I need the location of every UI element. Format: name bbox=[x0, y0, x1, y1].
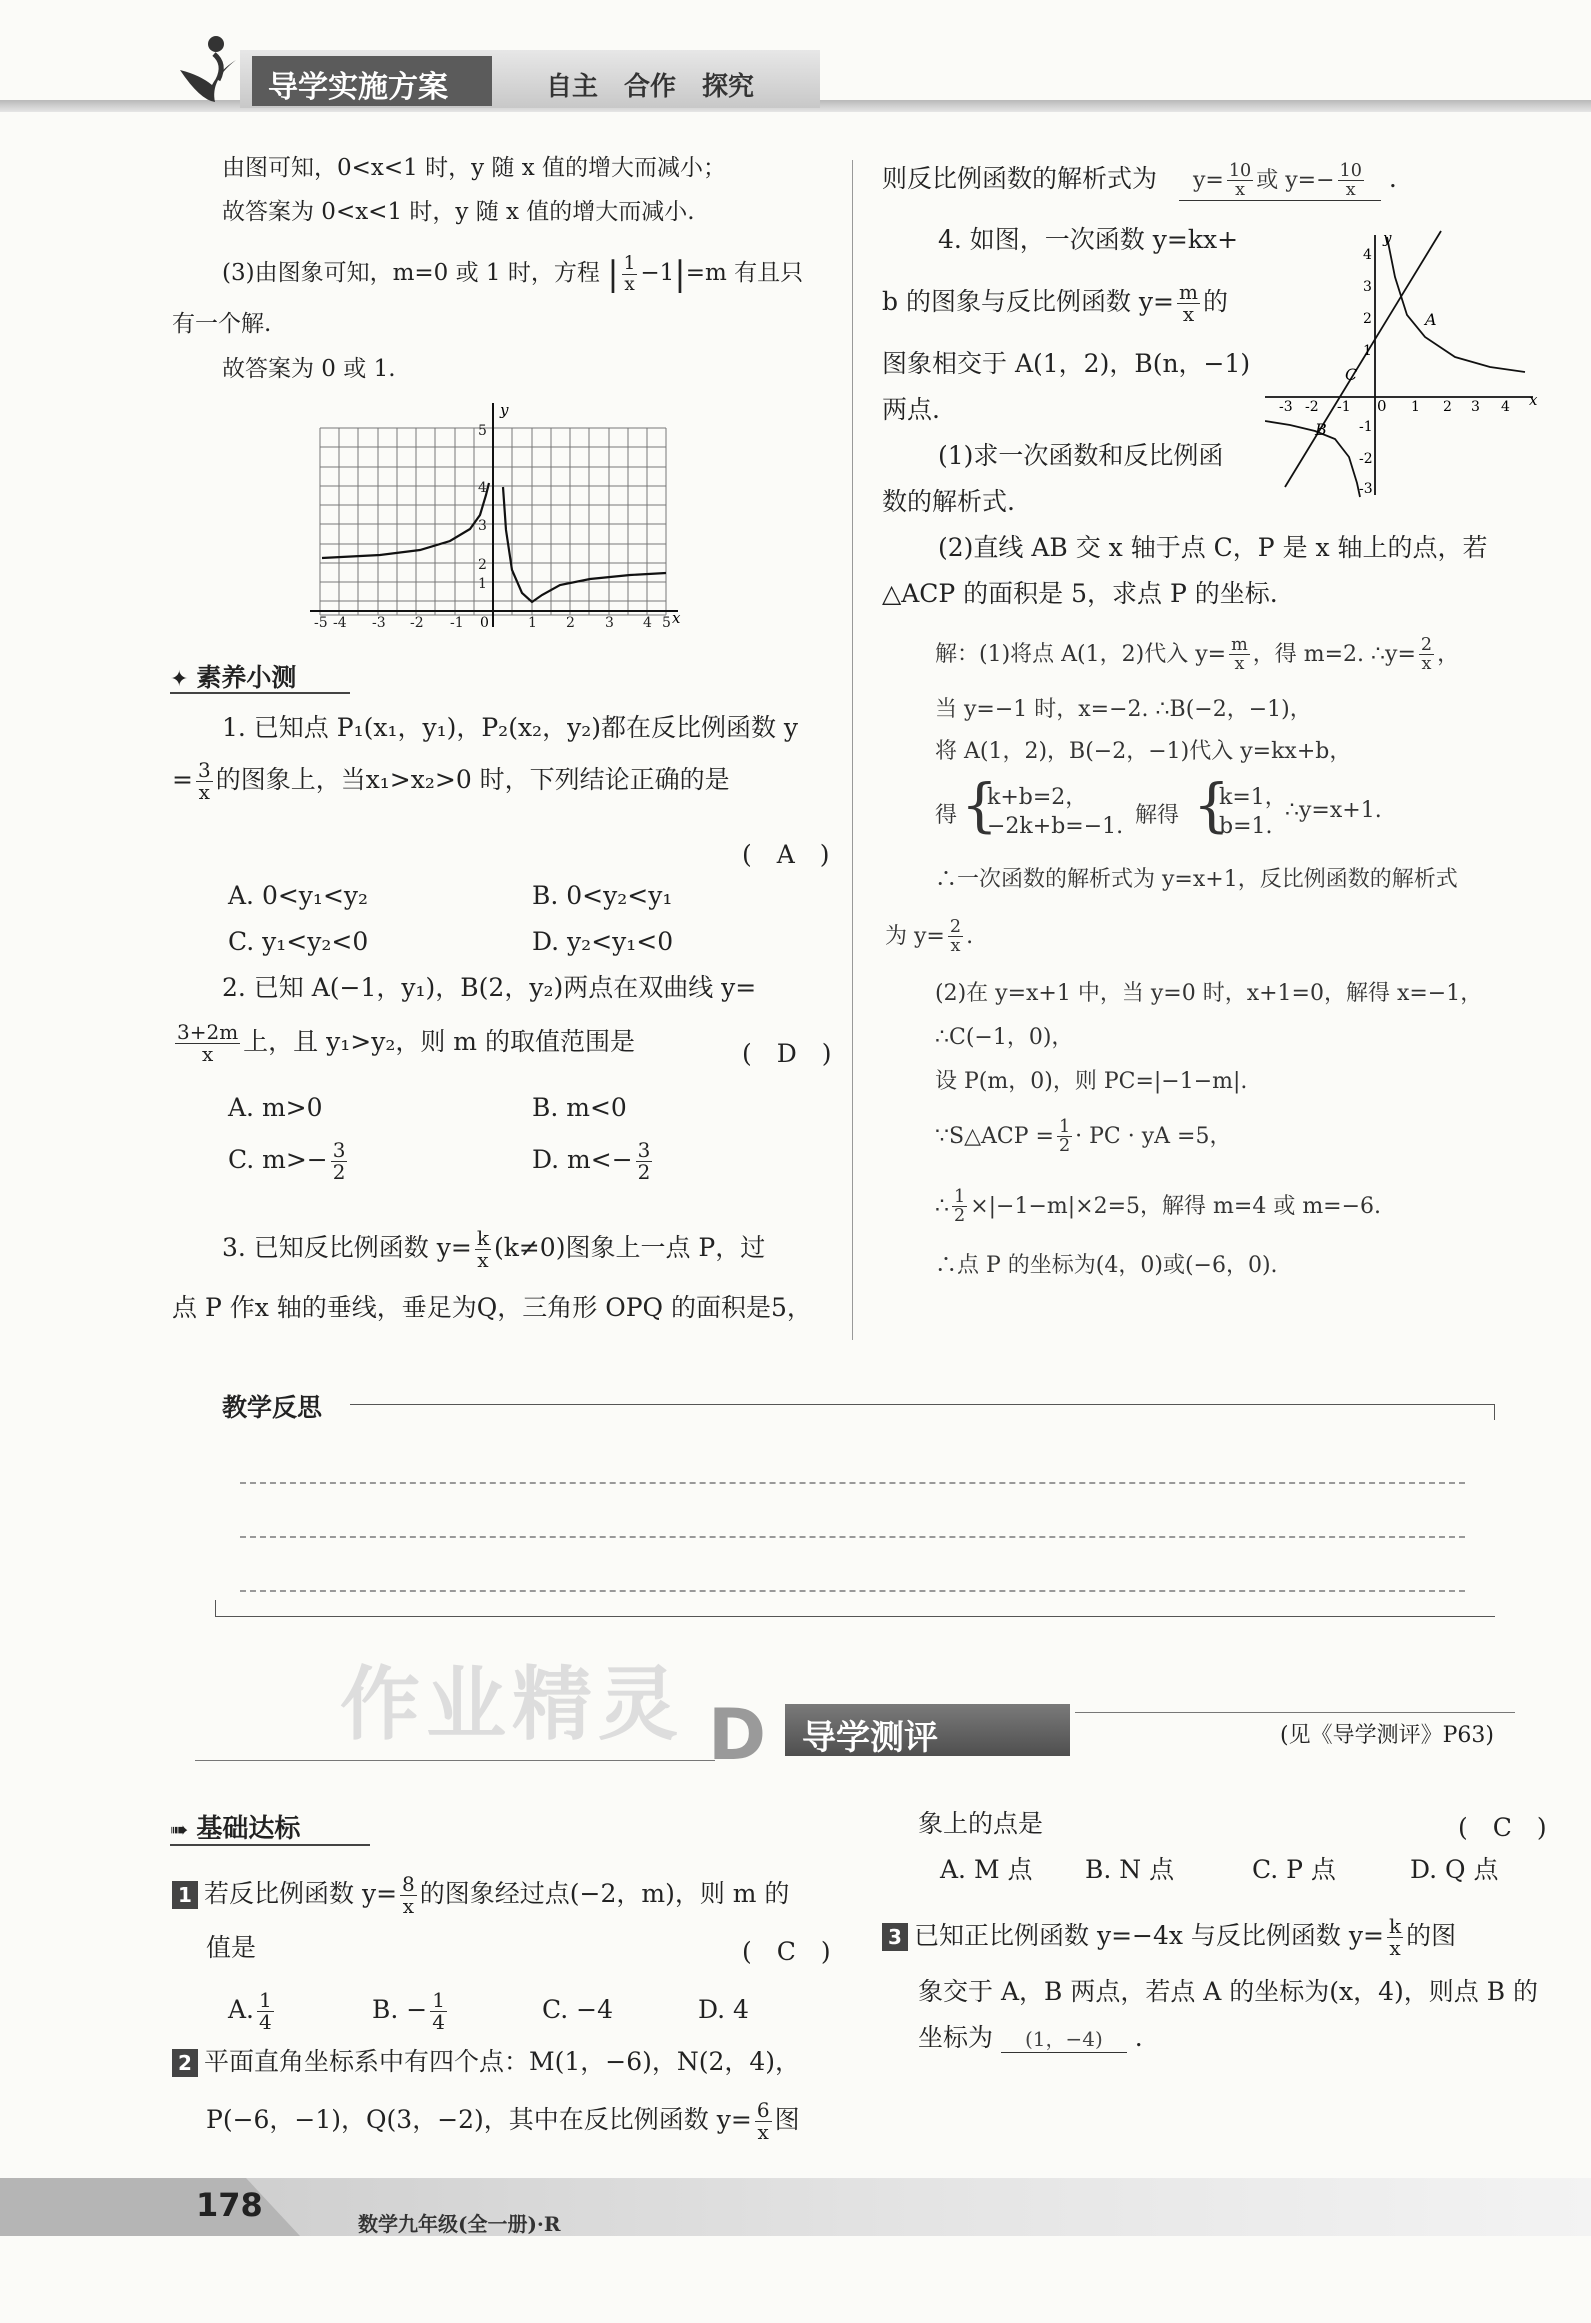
q4-part-2b: △ACP 的面积是 5，求点 P 的坐标. bbox=[882, 579, 1278, 608]
graph-2-xtick: 2 bbox=[1443, 399, 1452, 415]
b3-line-3: 坐标为 (1，−4) . bbox=[918, 2023, 1143, 2052]
q3-continuation: 则反比例函数的解析式为 y= $\frac{10}{x}$ 或 y=− $\frac{10}{x}$ . bbox=[882, 161, 1397, 201]
graph-1-xtick: 5 bbox=[662, 615, 671, 631]
q1-answer: ( A ) bbox=[742, 840, 830, 869]
q2-option-c: C. m>− $\frac{3}{2}$ bbox=[228, 1138, 346, 1184]
graph-2-ytick: 1 bbox=[1363, 343, 1372, 359]
test-banner-ref: (见《导学测评》P63) bbox=[1280, 1723, 1494, 1748]
graph-1-xtick: 1 bbox=[528, 615, 537, 631]
graph-1-xtick: -1 bbox=[450, 615, 464, 631]
b2-option-b: B. N 点 bbox=[1085, 1855, 1175, 1884]
test-banner-title: 导学测评 bbox=[802, 1718, 938, 1758]
b2-answer: ( C ) bbox=[1458, 1813, 1547, 1842]
star-icon: ✦ bbox=[170, 667, 189, 692]
q1-stem-a: 1. 已知点 P₁(x₁，y₁)，P₂(x₂，y₂)都在反比例函数 y bbox=[222, 713, 799, 742]
test-banner-watermark: 作业精灵 bbox=[340, 1657, 684, 1751]
graph-2-xtick: -3 bbox=[1279, 399, 1293, 415]
graph-2-ytick: -2 bbox=[1359, 451, 1373, 467]
q3-stem-b: 点 P 作x 轴的垂线，垂足为Q，三角形 OPQ 的面积是5， bbox=[172, 1293, 812, 1322]
graph-1-xlabel: x bbox=[672, 609, 681, 627]
q4-part-1b: 数的解析式. bbox=[882, 487, 1015, 516]
graph-2-hyperbola-left bbox=[1265, 421, 1360, 497]
reflection-left-tick bbox=[215, 1600, 216, 1616]
b1-answer: ( C ) bbox=[742, 1937, 831, 1966]
sol-line-7: (2)在 y=x+1 中，当 y=0 时，x+1=0，解得 x=−1， bbox=[935, 981, 1483, 1006]
graph-2-ytick: 3 bbox=[1363, 279, 1372, 295]
b2-option-a: A. M 点 bbox=[940, 1855, 1033, 1884]
q2-stem-b: $\frac{3+2m}{x}$ 上，且 y₁>y₂，则 m 的取值范围是 bbox=[177, 1020, 635, 1066]
sol-line-2: 当 y=−1 时，x=−2. ∴B(−2，−1)， bbox=[935, 697, 1312, 722]
graph-2-ytick: 4 bbox=[1363, 247, 1372, 263]
sol-line-12: ∴点 P 的坐标为(4，0)或(−6，0). bbox=[935, 1253, 1278, 1278]
header-title: 导学实施方案 bbox=[268, 70, 448, 105]
left-line-4: 有一个解. bbox=[172, 311, 272, 337]
reflection-line bbox=[240, 1482, 1465, 1484]
left-line-5: 故答案为 0 或 1. bbox=[222, 356, 396, 382]
left-line-1: 由图可知，0<x<1 时，y 随 x 值的增大而减小； bbox=[222, 155, 726, 181]
graph-2-xtick: -1 bbox=[1337, 399, 1351, 415]
q4-line-2: b 的图象与反比例函数 y= $\frac{m}{x}$ 的 bbox=[882, 280, 1228, 326]
header-tags: 自主 合作 探究 bbox=[546, 72, 755, 102]
test-banner-line-left bbox=[195, 1760, 715, 1761]
graph-2-line-ab bbox=[1285, 231, 1441, 487]
graph-2-point-c: C bbox=[1345, 365, 1358, 384]
graph-2-point-a: A bbox=[1425, 310, 1437, 329]
section-jichu: ➠ 基础达标 bbox=[170, 1808, 370, 1846]
sol-line-8: ∴C(−1，0)， bbox=[935, 1025, 1074, 1050]
column-divider bbox=[852, 160, 853, 1340]
graph-2-point-b: B bbox=[1315, 420, 1327, 439]
graph-2 bbox=[1265, 225, 1545, 505]
test-banner-letter: D bbox=[708, 1694, 767, 1776]
graph-1-xtick: 2 bbox=[566, 615, 575, 631]
b1-option-b: B. − $\frac{1}{4}$ bbox=[372, 1988, 445, 2034]
sol-system: 得 { k+b=2， −2k+b=−1. 解得 { k=1， b=1. ∴y=x+1. bbox=[935, 771, 1382, 839]
reflection-line bbox=[240, 1590, 1465, 1592]
section-suyang: ✦ 素养小测 bbox=[170, 658, 350, 694]
b1-option-d: D. 4 bbox=[698, 1995, 749, 2024]
footer-book: 数学九年级(全一册)·R bbox=[358, 2212, 561, 2236]
reflection-label: 教学反思 bbox=[222, 1393, 323, 1422]
graph-1-origin: 0 bbox=[480, 615, 489, 631]
sol-line-6: 为 y= $\frac{2}{x}$ . bbox=[885, 917, 974, 957]
logo-icon bbox=[170, 30, 250, 110]
graph-2-ytick: -3 bbox=[1359, 481, 1373, 497]
left-line-2: 故答案为 0<x<1 时，y 随 x 值的增大而减小. bbox=[222, 199, 695, 225]
q1-option-b: B. 0<y₂<y₁ bbox=[532, 881, 673, 910]
graph-2-xtick: 3 bbox=[1471, 399, 1480, 415]
q4-line-4: 两点. bbox=[882, 395, 940, 424]
arrow-icon: ➠ bbox=[170, 1818, 189, 1843]
q1-option-d: D. y₂<y₁<0 bbox=[532, 927, 674, 956]
b1-stem: 1 若反比例函数 y= $\frac{8}{x}$ 的图象经过点(−2，m)，则 m 的 bbox=[172, 1874, 789, 1917]
b2-line-3: 象上的点是 bbox=[918, 1809, 1044, 1838]
left-line-3: (3)由图象可知，m=0 或 1 时，方程 | $\frac{1}{x}$ −1|=m 有且只 bbox=[222, 253, 804, 295]
b1-option-a: A. $\frac{1}{4}$ bbox=[228, 1988, 272, 2034]
b3-line-2: 象交于 A，B 两点，若点 A 的坐标为(x，4)，则点 B 的 bbox=[918, 1977, 1539, 2006]
q1-option-a: A. 0<y₁<y₂ bbox=[228, 881, 369, 910]
b1-line-2: 值是 bbox=[206, 1933, 257, 1962]
q4-line-3: 图象相交于 A(1，2)，B(n，−1) bbox=[882, 349, 1251, 378]
sol-line-9: 设 P(m，0)，则 PC=|−1−m|. bbox=[935, 1069, 1248, 1094]
q2-option-d: D. m<− $\frac{3}{2}$ bbox=[532, 1138, 651, 1184]
q3-stem-a: 3. 已知反比例函数 y= $\frac{k}{x}$ (k≠0)图象上一点 P，过 bbox=[222, 1226, 766, 1272]
sol-line-5: ∴一次函数的解析式为 y=x+1，反比例函数的解析式 bbox=[935, 867, 1458, 892]
b2-option-c: C. P 点 bbox=[1252, 1855, 1336, 1884]
graph-2-hyperbola-right bbox=[1387, 237, 1525, 372]
graph-2-xtick: 4 bbox=[1501, 399, 1510, 415]
graph-2-ylabel: y bbox=[1383, 229, 1392, 247]
graph-2-xlabel: x bbox=[1529, 391, 1538, 409]
sol-line-10: ∵S△ACP = $\frac{1}{2}$ · PC · yA =5， bbox=[935, 1117, 1232, 1157]
b3-line-1: 3 已知正比例函数 y=−4x 与反比例函数 y= $\frac{k}{x}$ 的图 bbox=[882, 1916, 1456, 1959]
reflection-bottom-line bbox=[215, 1616, 1495, 1617]
graph-1-xtick: -3 bbox=[372, 615, 386, 631]
graph-1-ylabel: y bbox=[500, 401, 509, 419]
graph-1-ytick: 2 bbox=[478, 557, 487, 573]
q2-option-b: B. m<0 bbox=[532, 1093, 627, 1122]
graph-1-xtick: 4 bbox=[643, 615, 652, 631]
b1-option-c: C. −4 bbox=[542, 1995, 613, 2024]
graph-1-xtick: -5 bbox=[314, 615, 328, 631]
sol-line-11: ∴ $\frac{1}{2}$ ×|−1−m|×2=5，解得 m=4 或 m=−6. bbox=[935, 1187, 1382, 1227]
q1-stem-b: = $\frac{3}{x}$ 的图象上，当x₁>x₂>0 时，下列结论正确的是 bbox=[172, 758, 730, 804]
graph-1-xtick: -4 bbox=[333, 615, 347, 631]
graph-2-ytick: -1 bbox=[1359, 419, 1373, 435]
page-number: 178 bbox=[196, 2186, 263, 2224]
graph-2-origin: 0 bbox=[1377, 397, 1387, 415]
b2-option-d: D. Q 点 bbox=[1410, 1855, 1499, 1884]
sol-line-1: 解：(1)将点 A(1，2)代入 y= $\frac{m}{x}$ ，得 m=2. ∴y= $\frac{2}{x}$ ， bbox=[935, 635, 1460, 675]
q4-part-2a: (2)直线 AB 交 x 轴于点 C，P 是 x 轴上的点，若 bbox=[938, 533, 1488, 562]
graph-1-xtick: 3 bbox=[605, 615, 614, 631]
b2-line-2: P(−6，−1)，Q(3，−2)，其中在反比例函数 y= $\frac{6}{x}$ 图 bbox=[206, 2098, 800, 2144]
graph-1-ytick: 5 bbox=[478, 423, 487, 439]
graph-1-curve-left bbox=[322, 483, 489, 558]
test-banner-line-right bbox=[1075, 1712, 1515, 1713]
q2-stem-a: 2. 已知 A(−1，y₁)，B(2，y₂)两点在双曲线 y= bbox=[222, 973, 757, 1002]
graph-1-xtick: -2 bbox=[410, 615, 424, 631]
sol-line-3: 将 A(1，2)，B(−2，−1)代入 y=kx+b， bbox=[935, 739, 1352, 764]
q2-answer: ( D ) bbox=[742, 1039, 832, 1068]
graph-2-ytick: 2 bbox=[1363, 311, 1372, 327]
q2-option-a: A. m>0 bbox=[228, 1093, 323, 1122]
reflection-top-line bbox=[350, 1404, 1495, 1405]
graph-1-ytick: 3 bbox=[478, 518, 487, 534]
q1-option-c: C. y₁<y₂<0 bbox=[228, 927, 369, 956]
graph-1-ytick: 4 bbox=[478, 480, 487, 496]
q4-part-1a: (1)求一次函数和反比例函 bbox=[938, 441, 1224, 470]
graph-2-xtick: -2 bbox=[1305, 399, 1319, 415]
q4-line-1: 4. 如图，一次函数 y=kx+ bbox=[938, 225, 1239, 254]
graph-1-ytick: 1 bbox=[478, 576, 487, 592]
reflection-right-tick bbox=[1494, 1404, 1495, 1420]
graph-1 bbox=[300, 395, 700, 635]
b2-line-1: 2 平面直角坐标系中有四个点：M(1，−6)，N(2，4)， bbox=[172, 2046, 800, 2079]
b3-answer-blank: (1，−4) bbox=[1001, 2026, 1127, 2053]
reflection-line bbox=[240, 1536, 1465, 1538]
q3-answer-blank: y= $\frac{10}{x}$ 或 y=− $\frac{10}{x}$ bbox=[1179, 162, 1381, 201]
graph-2-xtick: 1 bbox=[1411, 399, 1420, 415]
